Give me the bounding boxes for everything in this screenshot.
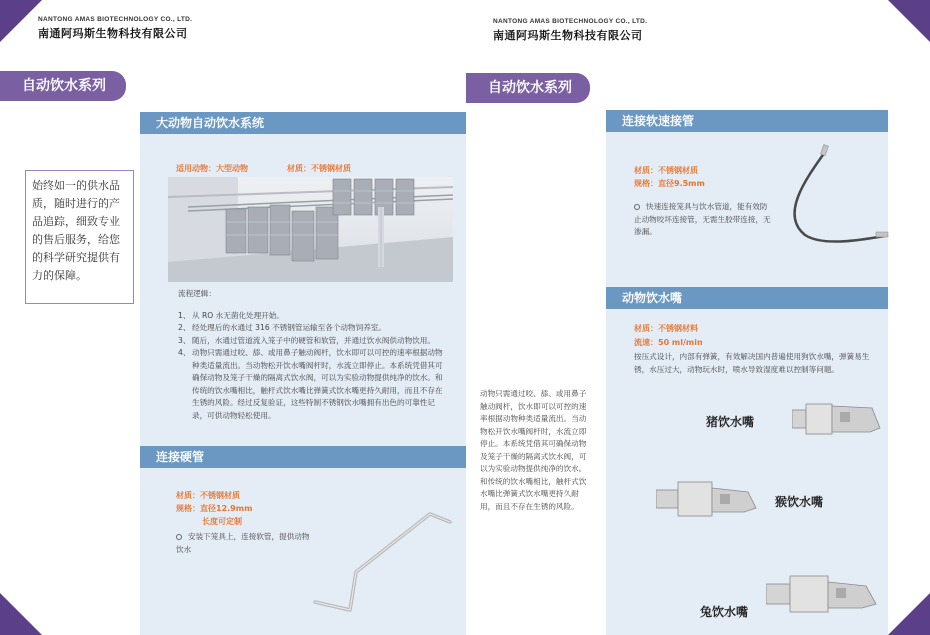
section-title-large-animal-system: 大动物自动饮水系统: [140, 112, 466, 134]
soft-connector-material: 材质：不锈钢材质: [634, 166, 698, 175]
section-title-soft-connector: 连接软速接管: [606, 110, 888, 132]
company-name-en: NANTONG AMAS BIOTECHNOLOGY CO., LTD.: [493, 18, 648, 25]
hard-pipe-material: 材质：不锈钢材质: [176, 491, 240, 500]
process-title: 流程逻辑：: [178, 289, 216, 298]
series-title-left: 自动饮水系列: [0, 71, 126, 101]
process-step: 4、 动物只需通过咬、舔、或用鼻子触动阀杆，饮水即可以可控的速率根据动物种类适量流出。当动物松开饮水嘴阀杆时，水流立即停止。本系统凭借其可确保动物及笼子干燥的隔离式饮水阀，可以为实验动物提供纯净的饮水。和传统的饮水嘴相比，触杆式饮水嘴比弹簧式饮水嘴更持久耐用，而且不存在生锈的风险。经过反复验证，这些特制不锈钢饮水嘴拥有出色的可靠性记录，可供动物轻松使用。: [178, 348, 443, 420]
corner-decoration-top-left: [0, 0, 42, 42]
section-title-hard-pipe: 连接硬管: [140, 446, 466, 468]
cage-room-illustration: [168, 177, 453, 282]
process-step: 2、 经处理后的水通过 316 不锈钢管运输至各个动物饲养室。: [178, 323, 386, 332]
soft-connector-desc: 快速连接笼具与饮水管道，能有效防止动物咬坏连接管，无需生胶带连接，无渗漏。: [634, 202, 771, 236]
pig-nozzle-label: 猪饮水嘴: [706, 415, 755, 429]
company-header-left: [38, 16, 192, 41]
company-header-right: [493, 18, 647, 43]
bullet-icon: [634, 204, 640, 210]
middle-description: 动物只需通过咬、舔、或用鼻子触动阀杆，饮水即可以可控的速率根据动物种类适量流出。当动物松开饮水嘴阀杆时，水流立即停止。本系统凭借其可确保动物及笼子干燥的隔离式饮水阀，可以为实验动物提供纯净的饮水。和传统的饮水嘴相比，触杆式饮水嘴比弹簧式饮水嘴更持久耐用，而且不存在生锈的风险。: [480, 389, 587, 511]
pig-nozzle-image: [792, 398, 882, 440]
corner-decoration-bottom-right: [888, 593, 930, 635]
nozzle-flow: 流速：50 ml/min: [634, 338, 703, 347]
process-step: 3、 随后，水通过管道流入笼子中的硬管和软管，并通过饮水阀供动物饮用。: [178, 335, 435, 345]
corner-decoration-bottom-left: [0, 593, 42, 635]
cage-room-photo: [168, 177, 453, 282]
corner-decoration-top-right: [888, 0, 930, 42]
process-step: 1、 从 RO 水无菌化处理开始。: [178, 310, 285, 320]
section-title-drinking-nozzle: 动物饮水嘴: [606, 287, 888, 309]
process-steps: [178, 288, 443, 422]
series-title-right: 自动饮水系列: [466, 73, 590, 103]
company-name-cn: 南通阿玛斯生物科技有限公司: [493, 30, 643, 42]
hard-pipe-image: [310, 492, 460, 622]
soft-connector-spec: 规格：直径9.5mm: [634, 179, 705, 188]
company-name-en: NANTONG AMAS BIOTECHNOLOGY CO., LTD.: [38, 16, 193, 23]
company-name-cn: 南通阿玛斯生物科技有限公司: [38, 28, 188, 40]
nozzle-material: 材质：不锈钢材料: [634, 324, 698, 333]
intro-text-box: 始终如一的供水品质，随时进行的产品追踪，细致专业的售后服务，给您的科学研究提供有力的保障。: [25, 170, 134, 304]
monkey-nozzle-image: [656, 478, 766, 520]
monkey-nozzle-label: 猴饮水嘴: [775, 495, 824, 509]
soft-connector-image: [780, 140, 890, 250]
applicable-animal-label: 适用动物：大型动物: [176, 164, 248, 173]
nozzle-desc: 按压式设计，内部有弹簧，有效解决国内普遍使用狗饮水嘴，弹簧易生锈，水压过大，动物玩水时，喷水导致湿度难以控制等问题。: [634, 352, 870, 374]
material-label: 材质：不锈钢材质: [287, 164, 351, 173]
hard-pipe-desc: 安装下笼具上，连接软管，提供动物饮水: [176, 532, 310, 554]
hard-pipe-length: 长度可定制: [202, 517, 242, 526]
rabbit-nozzle-label: 兔饮水嘴: [700, 605, 749, 619]
rabbit-nozzle-image: [766, 572, 881, 616]
hard-pipe-spec: 规格：直径12.9mm: [176, 504, 253, 513]
bullet-icon: [176, 534, 182, 540]
